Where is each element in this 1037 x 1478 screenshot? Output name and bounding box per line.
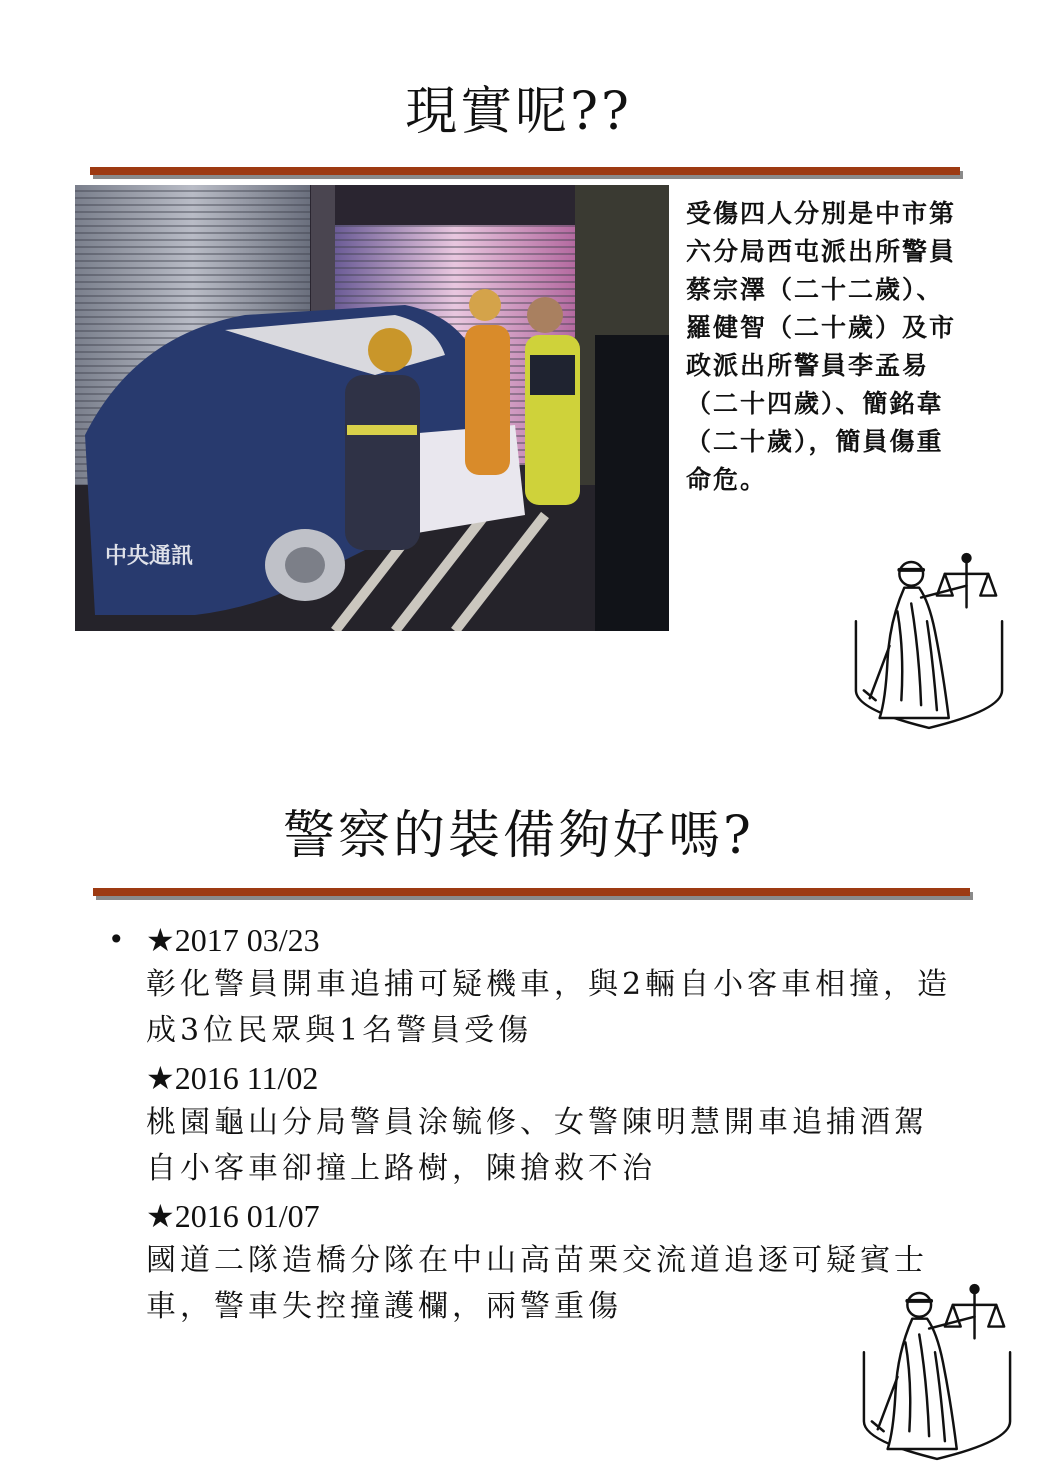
title-divider	[90, 167, 960, 175]
lady-justice-icon	[858, 1282, 1016, 1462]
incident-description: 桃園龜山分局警員涂毓修、女警陳明慧開車追捕酒駕自小客車卻撞上路樹，陳搶救不治	[146, 1105, 928, 1186]
incident-date: ★2017 03/23	[146, 922, 320, 958]
photo-watermark: 中央通訊	[105, 544, 194, 569]
incident-description: 國道二隊造橋分隊在中山高苗栗交流道追逐可疑賓士車，警車失控撞護欄，兩警重傷	[146, 1243, 928, 1324]
incident-description: 彰化警員開車追捕可疑機車，與2輛自小客車相撞，造成3位民眾與1名警員受傷	[146, 967, 952, 1048]
slide1-title: 現實呢??	[405, 82, 632, 142]
incident-list	[108, 918, 958, 1332]
crash-photo	[75, 185, 669, 631]
slide2-title: 警察的裝備夠好嗎?	[283, 806, 754, 866]
incident-date: ★2016 01/07	[146, 1198, 320, 1234]
bullet-marker: •	[108, 923, 125, 956]
incident-date: ★2016 11/02	[146, 1060, 319, 1096]
title-divider	[93, 888, 970, 896]
lady-justice-icon	[850, 552, 1008, 730]
list-item	[108, 918, 958, 1330]
caption-text: 受傷四人分別是中市第六分局西屯派出所警員蔡宗澤（二十二歲）、羅健智（二十歲）及市政派出所警員李孟易（二十四歲）、簡銘韋（二十歲），簡員傷重命危。	[686, 199, 957, 494]
crash-scene-illustration	[75, 185, 669, 631]
